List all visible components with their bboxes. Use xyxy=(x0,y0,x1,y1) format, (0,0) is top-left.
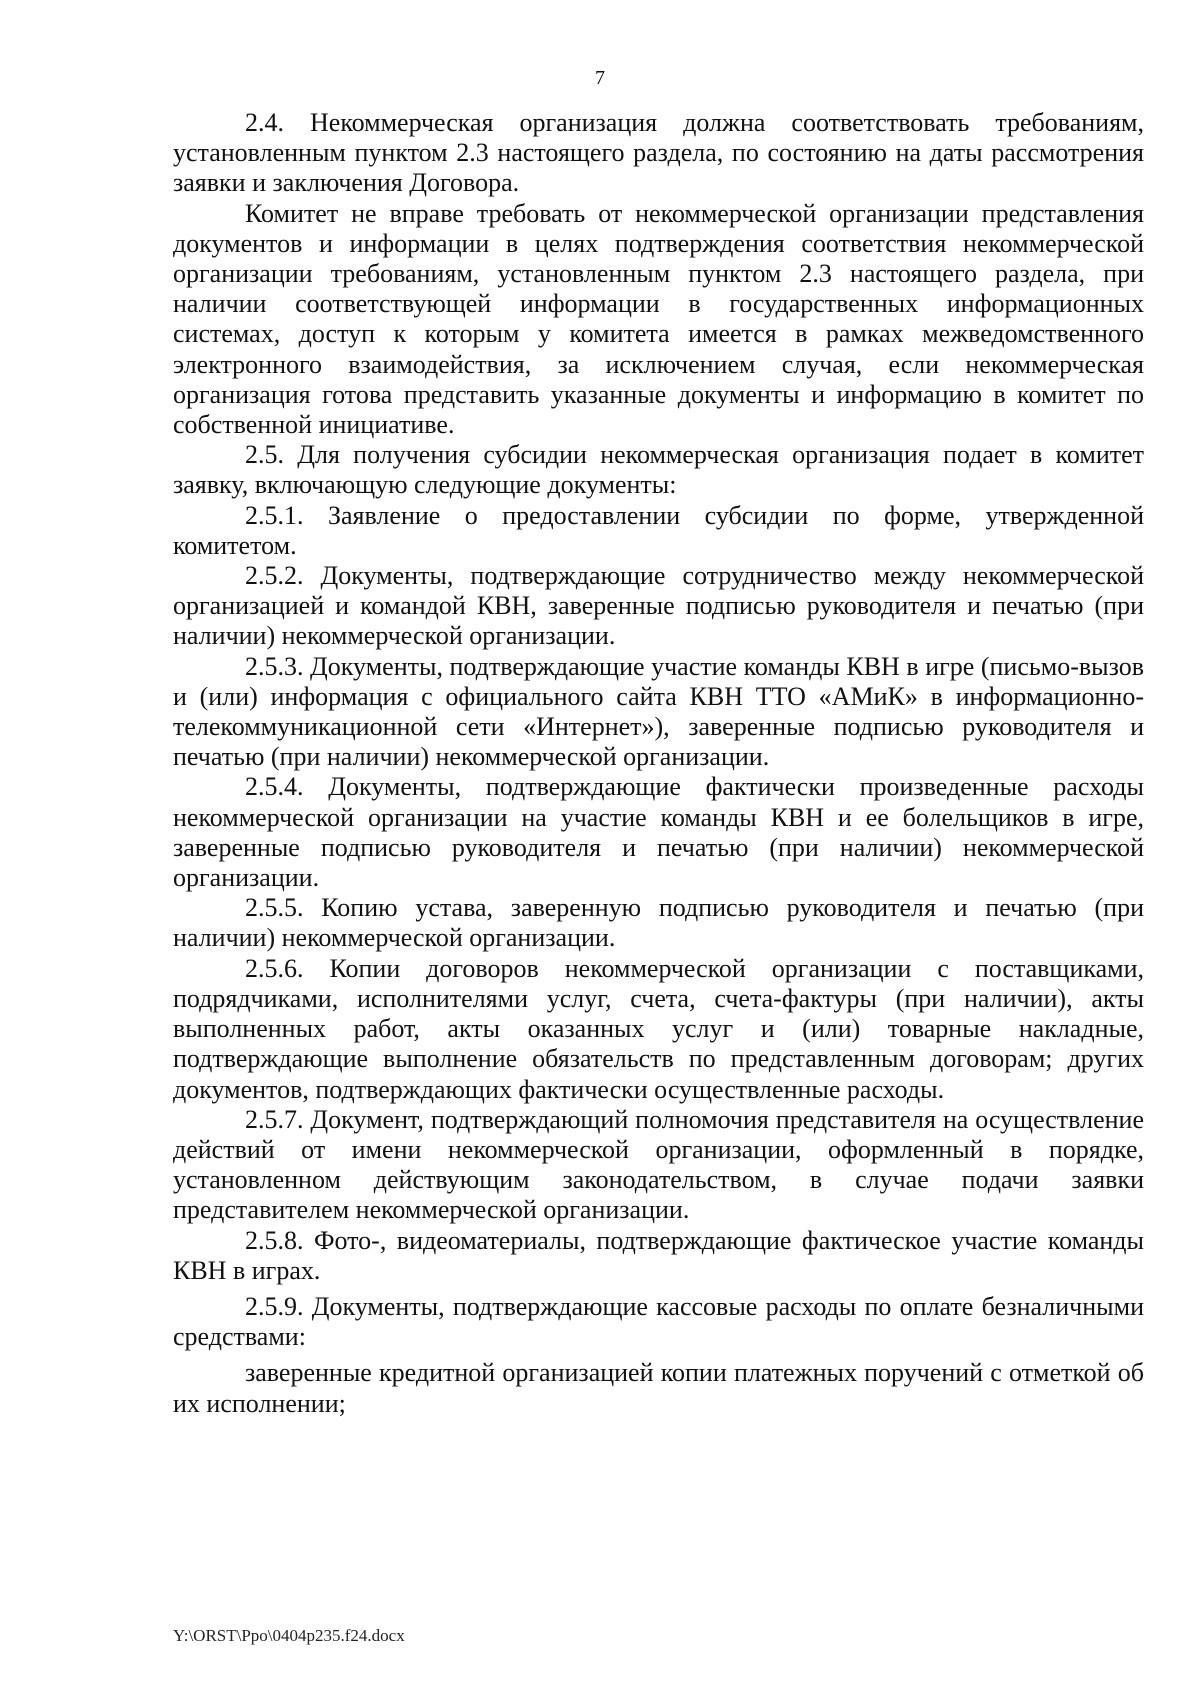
page-number: 7 xyxy=(595,67,605,89)
paragraph-payment-orders: заверенные кредитной организацией копии платежных поручений с отметкой об их исполнении; xyxy=(173,1358,1144,1418)
paragraph-2-5-2: 2.5.2. Документы, подтверждающие сотрудничество между некоммерческой организацией и командой КВН, заверенные подписью руководителя и печатью (при наличии) некоммерческой организации. xyxy=(173,561,1144,651)
paragraph-2-5-7: 2.5.7. Документ, подтверждающий полномочия представителя на осуществление действий от имени некоммерческой организации, оформленный в порядке, установленном действующим законодательством, в случае подачи заявки представителем некоммерческой организации. xyxy=(173,1104,1144,1225)
paragraph-2-5-4: 2.5.4. Документы, подтверждающие фактически произведенные расходы некоммерческой организации на участие команды КВН и ее болельщиков в игре, заверенные подписью руководителя и печатью (при наличии) некоммерческой организации. xyxy=(173,772,1144,893)
paragraph-2-5-1: 2.5.1. Заявление о предоставлении субсидии по форме, утвержденной комитетом. xyxy=(173,500,1144,560)
paragraph-2-5-8: 2.5.8. Фото-, видеоматериалы, подтверждающие фактическое участие команды КВН в играх. xyxy=(173,1225,1144,1285)
paragraph-2-4: 2.4. Некоммерческая организация должна соответствовать требованиям, установленным пунктом 2.3 настоящего раздела, по состоянию на даты рассмотрения заявки и заключения Договора. xyxy=(173,108,1144,198)
paragraph-2-5-9: 2.5.9. Документы, подтверждающие кассовые расходы по оплате безналичными средствами: xyxy=(173,1291,1144,1352)
footer-file-path: Y:\ORST\Ppo\0404p235.f24.docx xyxy=(173,1626,405,1645)
document-body xyxy=(173,108,1144,1419)
paragraph-2-5-5: 2.5.5. Копию устава, заверенную подписью руководителя и печатью (при наличии) некоммерческой организации. xyxy=(173,893,1144,953)
paragraph-2-5-6: 2.5.6. Копии договоров некоммерческой организации с поставщиками, подрядчиками, исполнителями услуг, счета, счета-фактуры (при наличии), акты выполненных работ, акты оказанных услуг и (или) товарные накладные, подтверждающие выполнение обязательств по представленным договорам; других документов, подтверждающих фактически осуществленные расходы. xyxy=(173,953,1144,1104)
paragraph-committee: Комитет не вправе требовать от некоммерческой организации представления документов и информации в целях подтверждения соответствия некоммерческой организации требованиям, установленным пунктом 2.3 настоящего раздела, при наличии соответствующей информации в государственных информационных системах, доступ к которым у комитета имеется в рамках межведомственного электронного взаимодействия, за исключением случая, если некоммерческая организация готова представить указанные документы и информацию в комитет по собственной инициативе. xyxy=(173,198,1144,440)
paragraph-2-5: 2.5. Для получения субсидии некоммерческая организация подает в комитет заявку, включающую следующие документы: xyxy=(173,440,1144,500)
paragraph-2-5-3: 2.5.3. Документы, подтверждающие участие команды КВН в игре (письмо-вызов и (или) информация с официального сайта КВН ТТО «АМиК» в информационно-телекоммуникационной сети «Интернет»), заверенные подписью руководителя и печатью (при наличии) некоммерческой организации. xyxy=(173,651,1144,772)
